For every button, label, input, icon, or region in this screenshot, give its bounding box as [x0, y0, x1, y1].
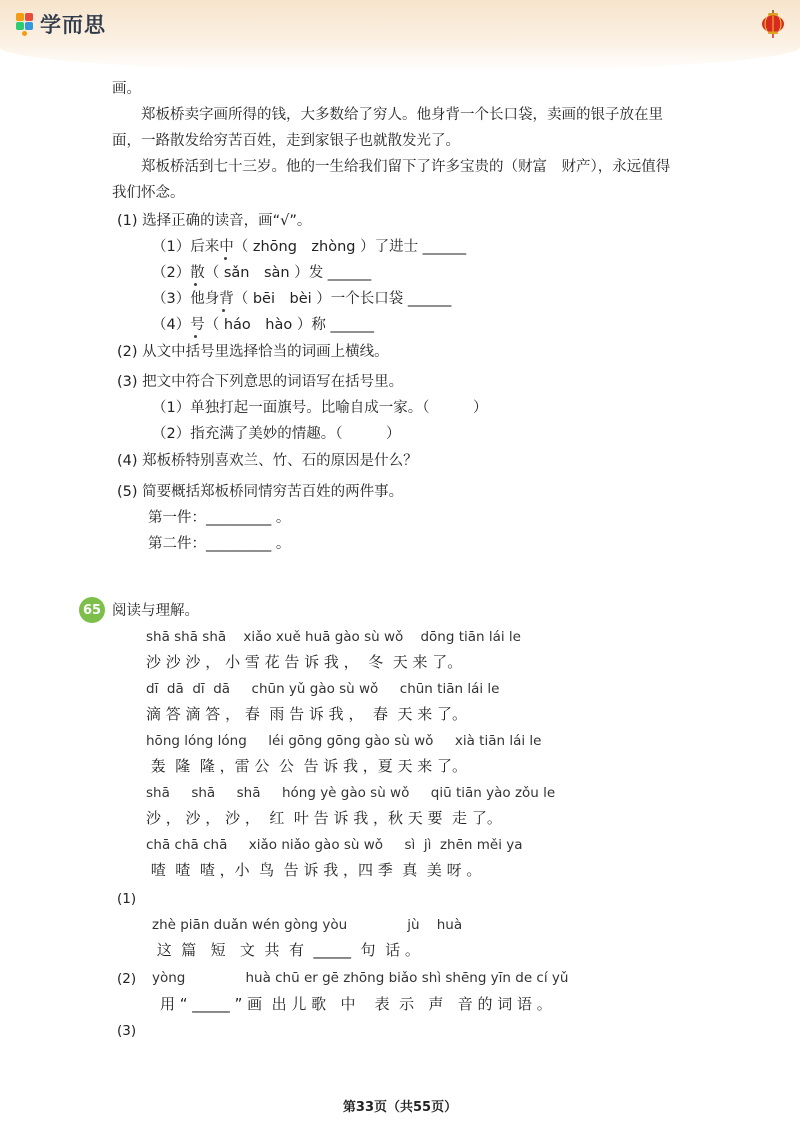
passage-line: 面，一路散发给穷苦百姓，走到家银子也就散发光了。	[112, 133, 460, 149]
emphasis-dot	[224, 257, 227, 260]
poem-hanzi: 沙 ， 沙 ， 沙 ， 红 叶 告 诉 我 ，秋 天 要 走 了。	[146, 809, 502, 827]
question-3: (3) 把文中符合下列意思的词语写在括号里。	[117, 374, 404, 390]
question-pinyin: yòng huà chū er gē zhōng biǎo shì shēng yīn de cí yǔ	[152, 970, 569, 986]
page-number: 第33页（共55页）	[342, 1100, 458, 1115]
passage-line: 郑板桥卖字画所得的钱，大多数给了穷人。他身背一个长口袋，卖画的银子放在里	[141, 107, 663, 123]
poem-pinyin: shā shā shā xiǎo xuě huā gào sù wǒ dōng tiān lái le	[146, 629, 521, 645]
xueersi-logo-icon	[14, 11, 36, 37]
question-5: (5) 简要概括郑板桥同情穷苦百姓的两件事。	[117, 484, 404, 500]
question-1: (1) 选择正确的读音，画“√”。	[117, 213, 312, 229]
poem-pinyin: shā shā shā hóng yè gào sù wǒ qiū tiān yào zǒu le	[146, 785, 556, 801]
question-1-item: （1）后来中（ zhōng zhòng ）了进士 ______	[152, 239, 467, 255]
passage-line: 郑板桥活到七十三岁。他的一生给我们留下了许多宝贵的（财富 财产），永远值得	[141, 159, 671, 175]
passage-line: 画。	[112, 81, 141, 97]
question-5-item: 第一件：_________ 。	[148, 510, 291, 526]
sub-question-number: (1)	[117, 891, 137, 907]
question-1-item: （2）散（ sǎn sàn ）发 ______	[152, 265, 372, 281]
brand-logo	[14, 10, 106, 38]
question-4: (4) 郑板桥特别喜欢兰、竹、石的原因是什么？	[117, 453, 418, 469]
question-number-badge: 65	[79, 597, 105, 623]
lantern-icon	[760, 10, 786, 38]
emphasis-dot	[222, 309, 225, 312]
question-3-item: （1）单独打起一面旗号。比喻自成一家。（ ）	[152, 400, 488, 416]
poem-pinyin: dī dā dī dā chūn yǔ gào sù wǒ chūn tiān lái le	[146, 681, 500, 697]
poem-hanzi: 轰 隆 隆 ，雷 公 公 告 诉 我 ，夏 天 来 了。	[146, 757, 468, 775]
section-title: 阅读与理解。	[112, 603, 199, 619]
emphasis-dot	[194, 335, 197, 338]
poem-hanzi: 沙 沙 沙 ， 小 雪 花 告 诉 我 ， 冬 天 来 了。	[146, 653, 463, 671]
question-pinyin: zhè piān duǎn wén gòng yòu jù huà	[152, 917, 463, 933]
poem-hanzi: 滴 答 滴 答 ， 春 雨 告 诉 我 ， 春 天 来 了。	[146, 705, 468, 723]
question-5-item: 第二件：_________ 。	[148, 536, 291, 552]
question-1-item: （3）他身背（ bēi bèi ）一个长口袋 ______	[152, 291, 452, 307]
question-3-item: （2）指充满了美妙的情趣。（ ）	[152, 426, 401, 442]
question-hanzi: 这 篇 短 文 共 有 _____ 句 话 。	[152, 941, 420, 959]
page-header	[0, 0, 800, 72]
question-2: (2) 从文中括号里选择恰当的词画上横线。	[117, 344, 389, 360]
poem-pinyin: hōng lóng lóng léi gōng gōng gào sù wǒ xià tiān lái le	[146, 733, 542, 749]
poem-hanzi: 喳 喳 喳 ，小 鸟 告 诉 我 ，四 季 真 美 呀 。	[146, 861, 482, 879]
passage-line: 我们怀念。	[112, 185, 185, 201]
emphasis-dot	[194, 283, 197, 286]
question-hanzi: 用 “ _____ ” 画 出 儿 歌 中 表 示 声 音 的 词 语 。	[160, 995, 552, 1013]
question-1-item: （4）号（ háo hào ）称 ______	[152, 317, 374, 333]
logo-text: 学而思	[40, 13, 106, 37]
sub-question-number: (2)	[117, 971, 137, 987]
sub-question-number: (3)	[117, 1023, 137, 1039]
poem-pinyin: chā chā chā xiǎo niǎo gào sù wǒ sì jì zhēn měi ya	[146, 837, 523, 853]
